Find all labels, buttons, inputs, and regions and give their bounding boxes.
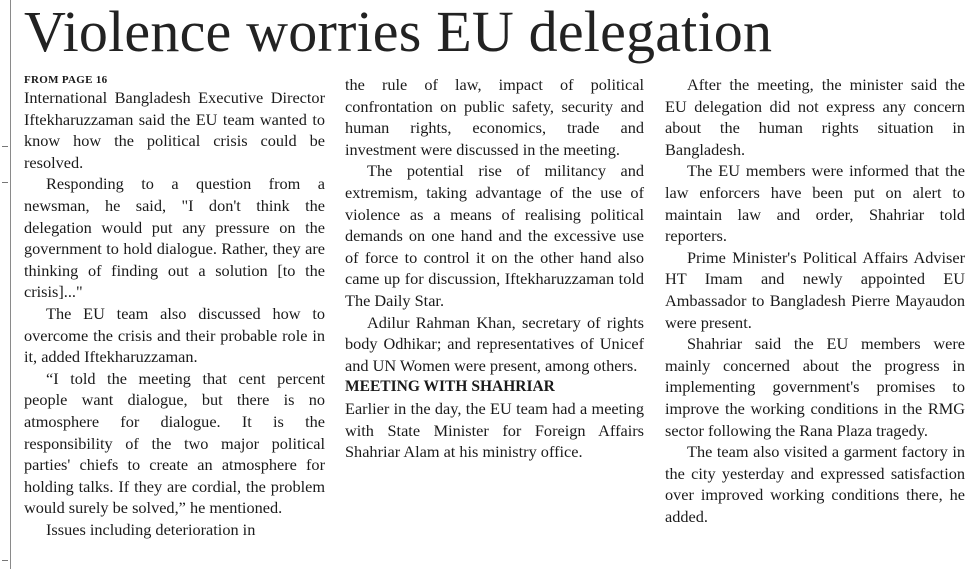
paragraph: Issues including deterioration in (46, 519, 256, 539)
continued-from-label: FROM PAGE 16 (24, 74, 108, 86)
paragraph: Responding to a question from a newsman, he said, "I don't think the delegation would put any pressure on the government to hold dialogue. Rather, they are thinking of finding out a solution [to the crisis]..." (24, 174, 325, 302)
article-column-2 (345, 74, 644, 463)
gutter-tick (2, 560, 8, 561)
paragraph: The EU team also discussed how to overcome the crisis and their probable role in it, added Iftekharuzzaman. (24, 303, 325, 367)
paragraph: International Bangladesh Executive Director Iftekharuzzaman said the EU team wanted to know how the political crisis could be resolved. (24, 88, 325, 172)
paragraph: After the meeting, the minister said the EU delegation did not express any concern about the human rights situation in Bangladesh. (665, 75, 965, 159)
gutter-tick (2, 146, 8, 147)
page-gutter-rule (10, 0, 11, 569)
gutter-tick (2, 182, 8, 183)
article-column-3 (665, 74, 965, 527)
paragraph: Earlier in the day, the EU team had a meeting with State Minister for Foreign Affairs Shahriar Alam at his ministry office. (345, 398, 644, 462)
paragraph: Prime Minister's Political Affairs Adviser HT Imam and newly appointed EU Ambassador to Bangladesh Pierre Mayaudon were present. (665, 247, 965, 332)
article-column-1 (24, 74, 325, 540)
paragraph: the rule of law, impact of political confrontation on public safety, security and human rights, economics, trade and investment were discussed in the meeting. (345, 75, 644, 159)
paragraph: “I told the meeting that cent percent people want dialogue, but there is no atmosphere for dialogue. It is the responsibility of the two major political parties' chiefs to create an atmosphere for holding talks. If they are cordial, the problem would surely be solved,” he mentioned. (24, 368, 325, 518)
paragraph: The potential rise of militancy and extremism, taking advantage of the use of violence as a means of realising political demands on one hand and the excessive use of force to control it on the other hand also came up for discussion, Iftekharuzzaman told The Daily Star. (345, 161, 644, 310)
section-subheading: MEETING WITH SHAHRIAR (345, 378, 555, 396)
paragraph: The EU members were informed that the law enforcers have been put on alert to maintain law and order, Shahriar told reporters. (665, 161, 965, 246)
paragraph: Adilur Rahman Khan, secretary of rights body Odhikar; and representatives of Unicef and UN Women were present, among others. (345, 312, 644, 375)
paragraph: The team also visited a garment factory in the city yesterday and expressed satisfaction over improved working conditions there, he added. (665, 442, 965, 526)
article-headline: Violence worries EU delegation (24, 0, 773, 64)
paragraph: Shahriar said the EU members were mainly concerned about the progress in implementing government's promises to improve the working conditions in the RMG sector following the Rana Plaza tragedy. (665, 334, 965, 440)
